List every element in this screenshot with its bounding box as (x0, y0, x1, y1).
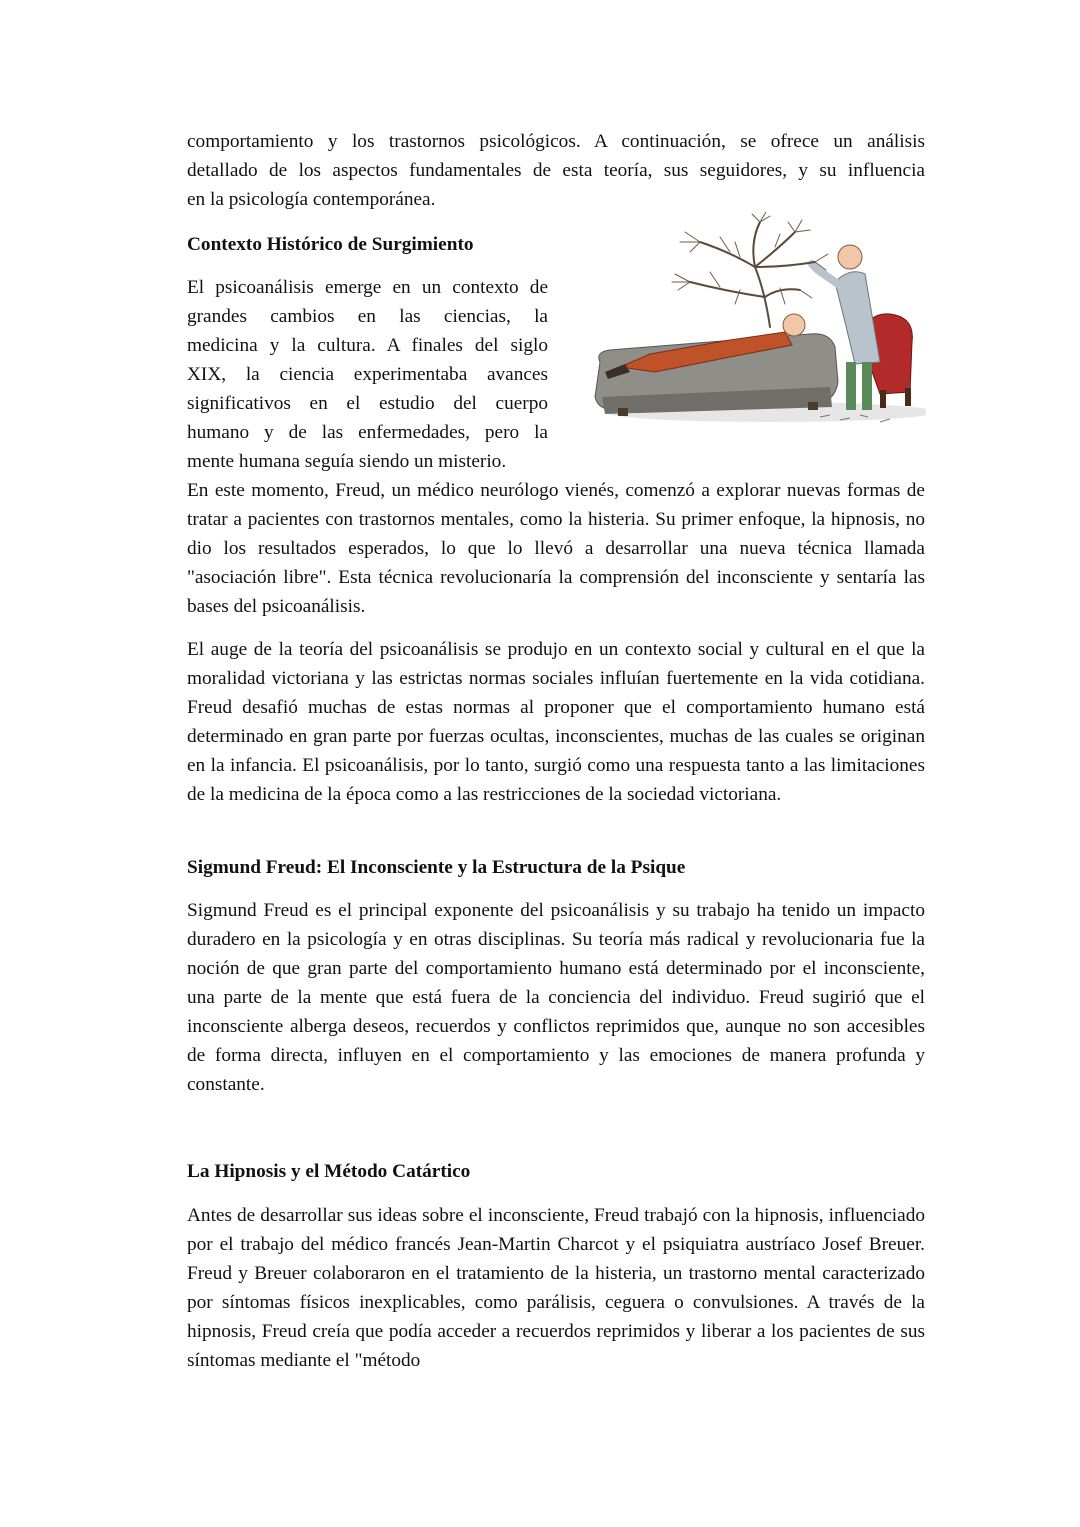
column-line: grandes cambios en las ciencias, la (187, 306, 548, 327)
column-line: medicina y la cultura. A finales del siglo (187, 335, 548, 356)
psychoanalysis-illustration-icon (580, 212, 926, 452)
paragraph-inconsciente: Sigmund Freud es el principal exponente del psicoanálisis y su trabajo ha tenido un impacto duradero en la psicología y en otras disciplinas. Su teoría más radical y revolucionaria fue la noción de que gran parte del comportamiento humano está determinado por el inconsciente, una parte de la mente que está fuera de la conciencia del individuo. Freud sugirió que el inconsciente alberga deseos, recuerdos y conflictos reprimidos que, aunque no son accesibles de forma directa, influyen en el comportamiento y las emociones de manera profunda y constante. (187, 900, 925, 1095)
column-line: El psicoanálisis emerge en un contexto de (187, 277, 548, 298)
column-line: significativos en el estudio del cuerpo (187, 393, 548, 414)
section-heading-hipnosis: La Hipnosis y el Método Catártico (187, 1161, 471, 1182)
paragraph-hipnosis: Antes de desarrollar sus ideas sobre el inconsciente, Freud trabajó con la hipnosis, influenciado por el trabajo del médico francés Jean-Martin Charcot y el psiquiatra austríaco Josef Breuer. Freud y Breuer colaboraron en el tratamiento de la histeria, un trastorno mental caracterizado por síntomas físicos inexplicables, como parálisis, ceguera o convulsiones. A través de la hipnosis, Freud creía que podía acceder a recuerdos reprimidos y liberar a los pacientes de sus síntomas mediante el "método (187, 1205, 925, 1371)
paragraph-freud-inicio: En este momento, Freud, un médico neurólogo vienés, comenzó a explorar nuevas formas de tratar a pacientes con trastornos mentales, como la histeria. Su primer enfoque, la hipnosis, no dio los resultados esperados, lo que lo llevó a desarrollar una nueva técnica llamada "asociación libre". Esta técnica revolucionaría la comprensión del inconsciente y sentaría las bases del psicoanálisis. (187, 480, 925, 617)
column-line: mente humana seguía siendo un misterio. (187, 451, 507, 472)
intro-line-3: en la psicología contemporánea. (187, 189, 436, 210)
section-heading-freud: Sigmund Freud: El Inconsciente y la Estructura de la Psique (187, 857, 686, 878)
column-line: humano y de las enfermedades, pero la (187, 422, 548, 443)
intro-line-2: detallado de los aspectos fundamentales de esta teoría, sus seguidores, y su influencia (187, 160, 925, 181)
intro-line-1: comportamiento y los trastornos psicológicos. A continuación, se ofrece un análisis (187, 131, 925, 152)
column-line: XIX, la ciencia experimentaba avances (187, 364, 548, 385)
paragraph-auge-psicoanalisis: El auge de la teoría del psicoanálisis se produjo en un contexto social y cultural en el que la moralidad victoriana y las estrictas normas sociales influían fuertemente en la vida cotidiana. Freud desafió muchas de estas normas al proponer que el comportamiento humano está determinado en gran parte por fuerzas ocultas, inconscientes, muchas de las cuales se originan en la infancia. El psicoanálisis, por lo tanto, surgió como una respuesta tanto a las limitaciones de la medicina de la época como a las restricciones de la sociedad victoriana. (187, 639, 925, 805)
section-heading-contexto: Contexto Histórico de Surgimiento (187, 234, 474, 255)
